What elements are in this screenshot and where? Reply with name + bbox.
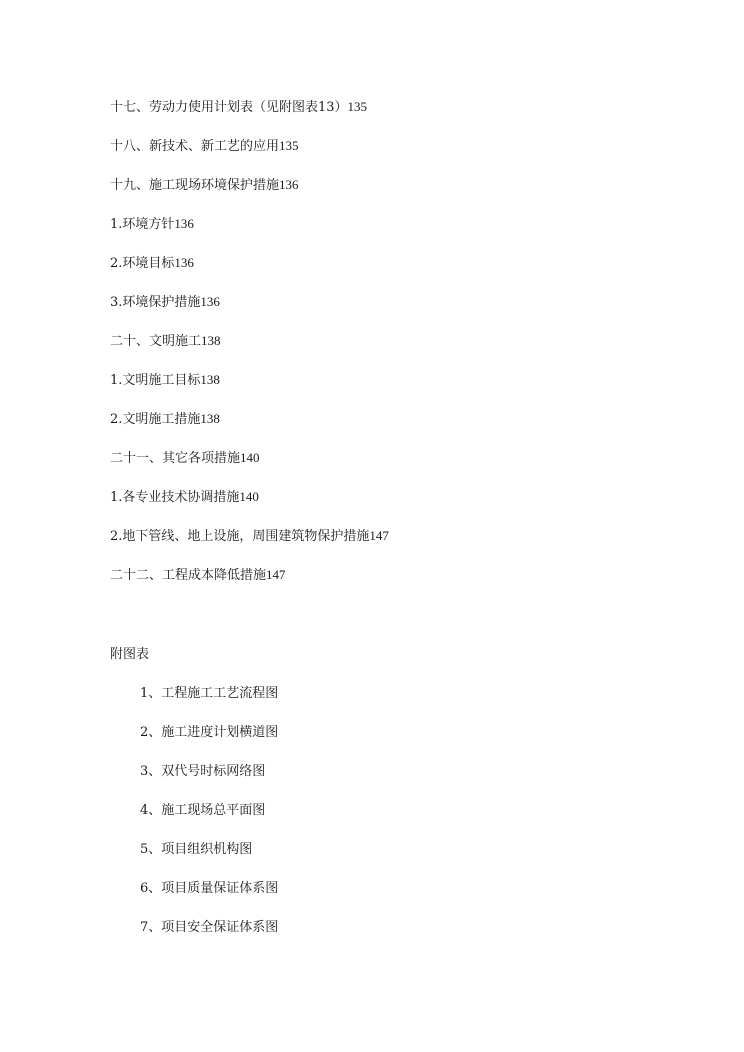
toc-entry[interactable]	[110, 174, 389, 213]
toc-entry-page: 147	[369, 528, 389, 543]
toc-entry-title: 1.各专业技术协调措施	[110, 490, 240, 505]
toc-entry-title: 二十二、工程成本降低措施	[110, 568, 267, 583]
toc-entry[interactable]	[110, 408, 389, 447]
appendix-heading: 附图表	[110, 647, 150, 662]
toc-entry[interactable]	[110, 486, 389, 525]
toc-entry-page: 140	[240, 450, 260, 465]
toc-entry[interactable]	[110, 369, 389, 408]
toc-entry[interactable]	[110, 330, 389, 369]
toc-entry-title: 二十、文明施工	[110, 334, 202, 349]
appendix-list	[140, 683, 278, 956]
toc-entry-page: 136	[279, 177, 299, 192]
appendix-item[interactable]: 3、双代号时标网络图	[140, 764, 266, 779]
toc-entry-title: 3.环境保护措施	[110, 295, 201, 310]
toc-entry-page: 136	[200, 294, 220, 309]
toc-entry-title: 2.环境目标	[110, 256, 175, 271]
toc-entry[interactable]	[110, 525, 389, 564]
toc-entry-page: 136	[174, 216, 194, 231]
toc-entry-page: 147	[266, 567, 286, 582]
toc-entry-page: 138	[201, 333, 221, 348]
toc-entry[interactable]	[110, 291, 389, 330]
toc-entry-title: 2.地下管线、地上设施，周围建筑物保护措施	[110, 529, 370, 544]
toc-entry-title: 十九、施工现场环境保护措施	[110, 178, 280, 193]
toc-entry[interactable]	[110, 213, 389, 252]
appendix-item[interactable]: 7、项目安全保证体系图	[140, 920, 279, 935]
toc-entry-page: 138	[200, 372, 220, 387]
toc-entry-title: 2.文明施工措施	[110, 412, 201, 427]
appendix-item[interactable]: 2、施工进度计划横道图	[140, 725, 279, 740]
toc-entry-title: 二十一、其它各项措施	[110, 451, 241, 466]
toc-entry[interactable]	[110, 564, 389, 603]
toc-entry[interactable]	[110, 252, 389, 291]
toc-entry-title: 十八、新技术、新工艺的应用	[110, 139, 280, 154]
toc-entry[interactable]	[110, 96, 389, 135]
toc-entry-title: 1.环境方针	[110, 217, 175, 232]
appendix-item[interactable]: 6、项目质量保证体系图	[140, 881, 279, 896]
toc-entry-page: 136	[174, 255, 194, 270]
toc-entry-page: 135	[347, 99, 368, 114]
table-of-contents	[110, 96, 389, 603]
appendix-item[interactable]: 4、施工现场总平面图	[140, 803, 266, 818]
appendix-item[interactable]: 1、工程施工工艺流程图	[140, 686, 279, 701]
toc-entry-title: 1.文明施工目标	[110, 373, 201, 388]
toc-entry-page: 138	[200, 411, 220, 426]
toc-entry-page: 135	[279, 138, 299, 153]
toc-entry[interactable]	[110, 447, 389, 486]
toc-entry-title: 十七、劳动力使用计划表（见附图表13）	[110, 100, 348, 115]
appendix-item[interactable]: 5、项目组织机构图	[140, 842, 253, 857]
toc-entry-page: 140	[239, 489, 259, 504]
toc-entry[interactable]	[110, 135, 389, 174]
